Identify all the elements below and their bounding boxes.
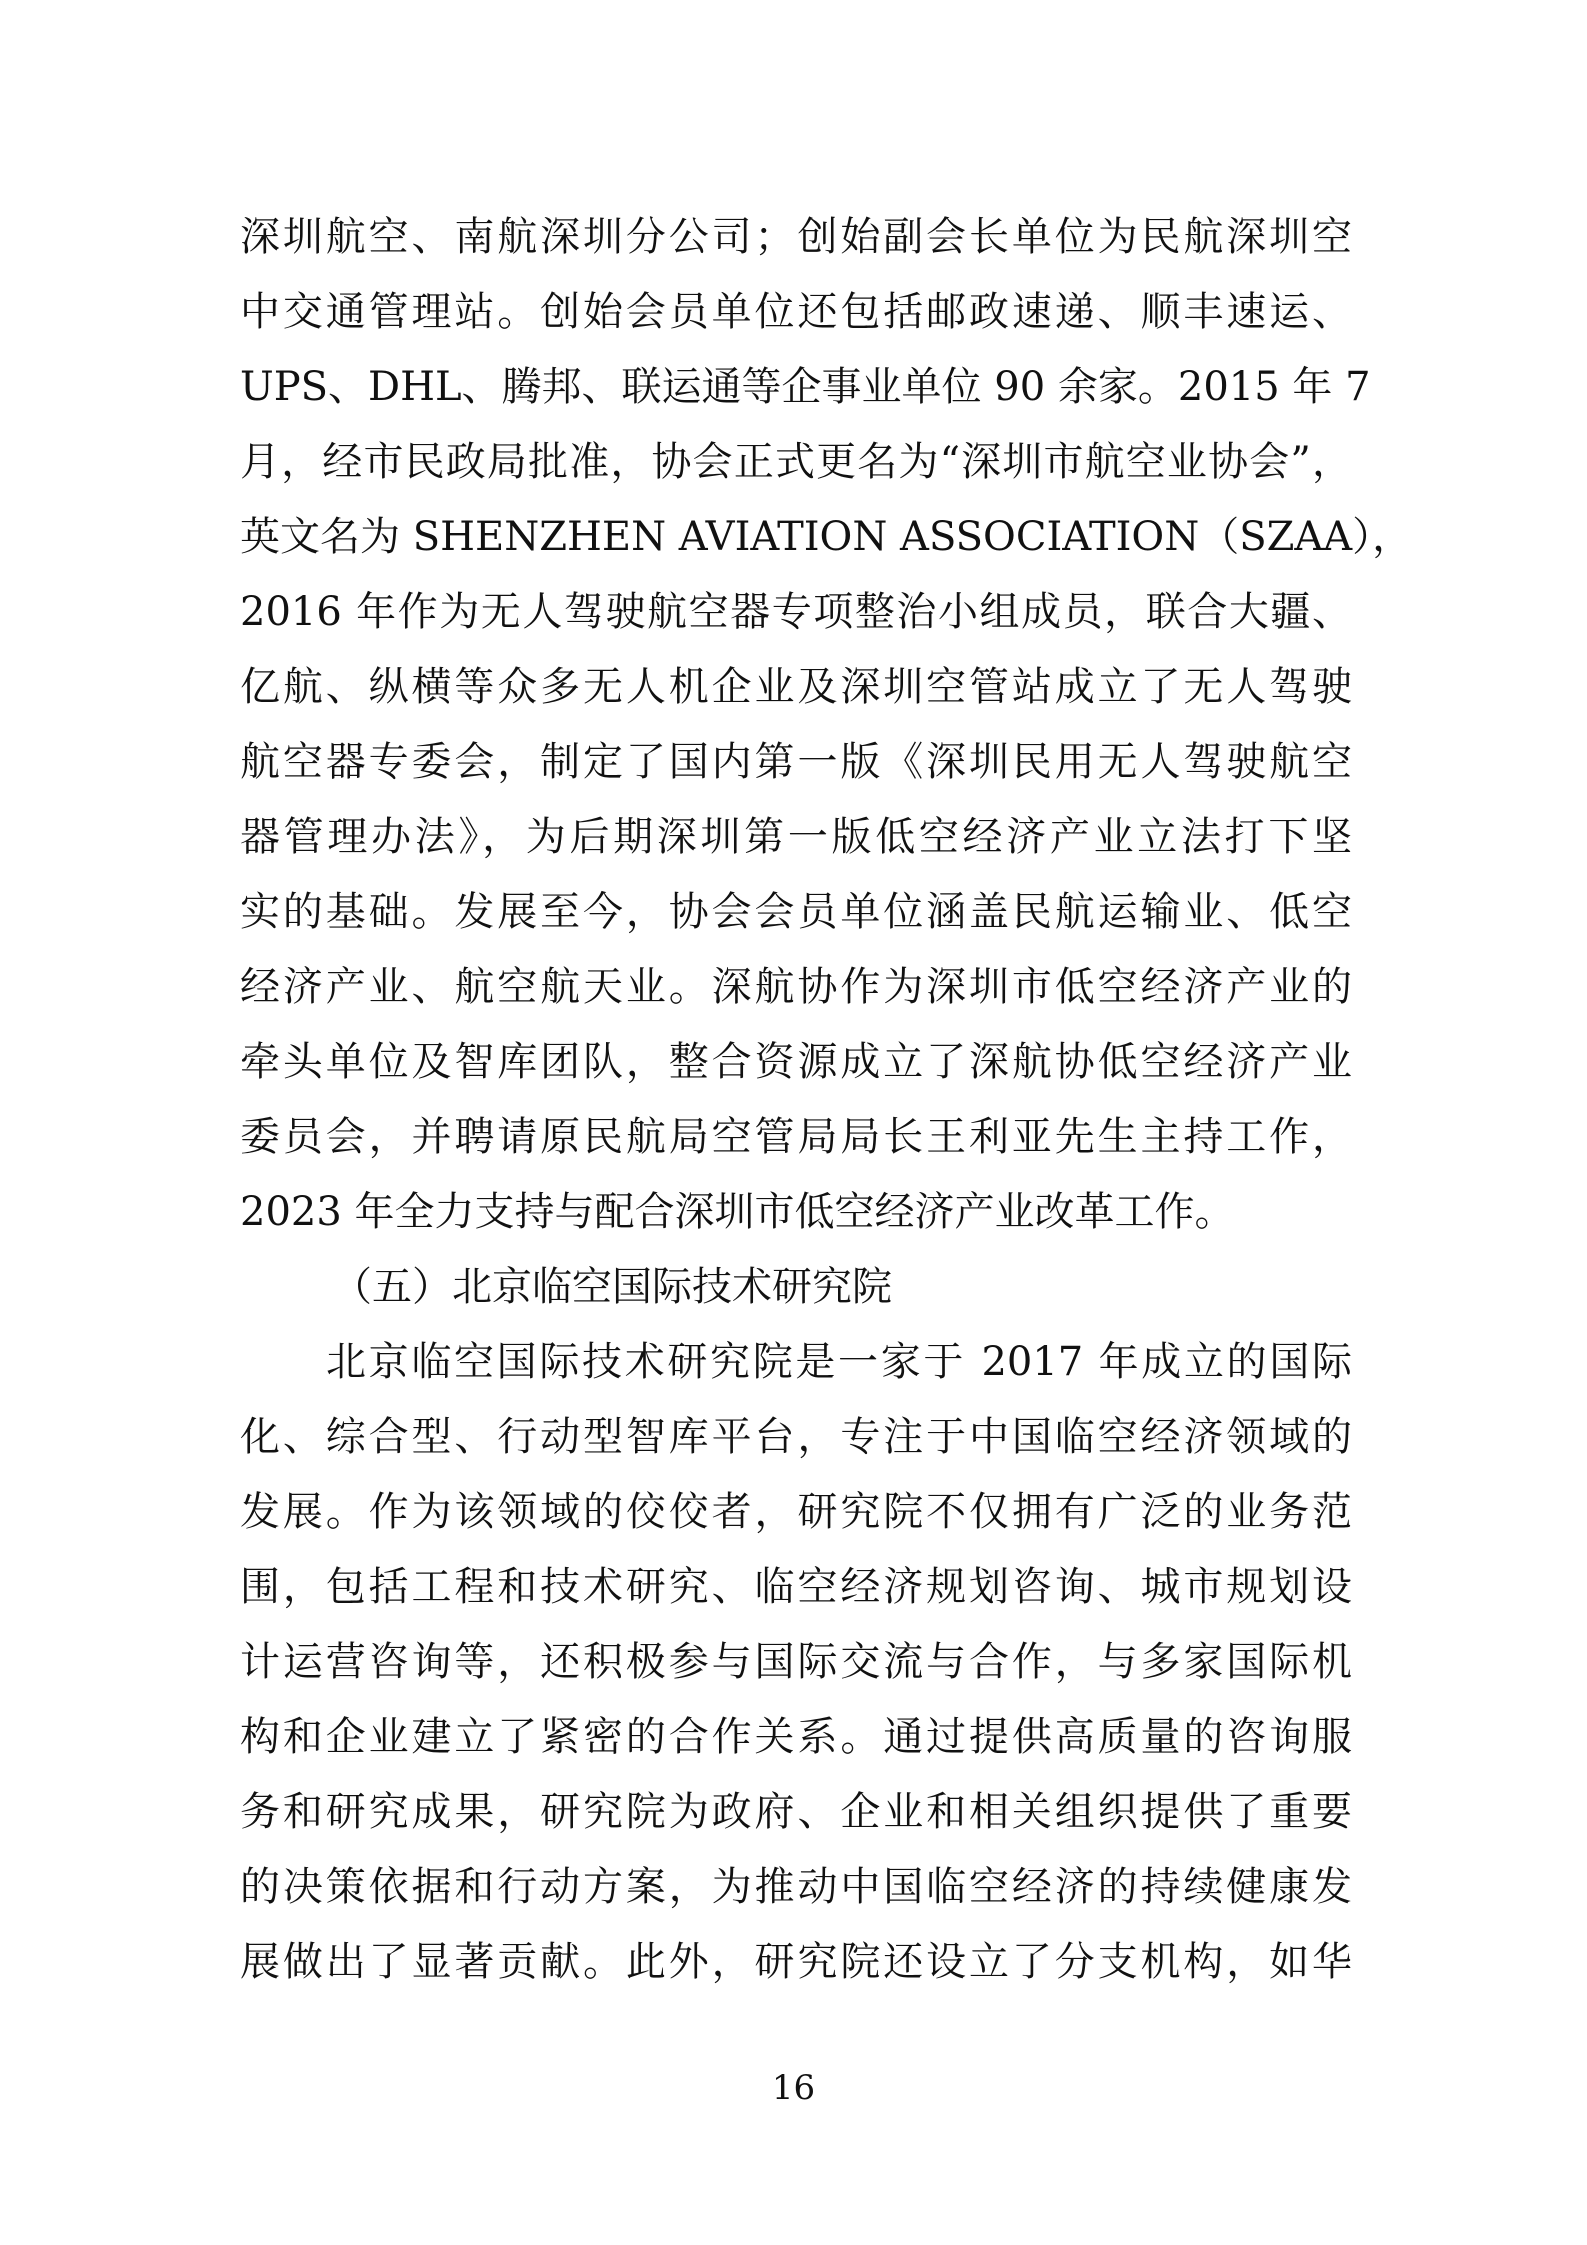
text-line: 英文名为 SHENZHEN AVIATION ASSOCIATION（SZAA），	[240, 514, 1413, 560]
text-line: 化、综合型、行动型智库平台，专注于中国临空经济领域的	[240, 1414, 1352, 1460]
text-line: 器管理办法》，为后期深圳第一版低空经济产业立法打下坚	[240, 814, 1352, 860]
paragraph-institute	[240, 1325, 1352, 2000]
text-line: 亿航、纵横等众多无人机企业及深圳空管站成立了无人驾驶	[240, 664, 1352, 710]
page-number: 16	[771, 2068, 816, 2108]
text-line: 展做出了显著贡献。此外，研究院还设立了分支机构，如华	[240, 1939, 1352, 1985]
text-line: 务和研究成果，研究院为政府、企业和相关组织提供了重要	[240, 1789, 1352, 1835]
text-line: 发展。作为该领域的佼佼者，研究院不仅拥有广泛的业务范	[240, 1489, 1352, 1535]
text-line: 围，包括工程和技术研究、临空经济规划咨询、城市规划设	[240, 1564, 1352, 1610]
text-line: 北京临空国际技术研究院是一家于 2017 年成立的国际	[326, 1339, 1352, 1385]
text-line: 航空器专委会，制定了国内第一版《深圳民用无人驾驶航空	[240, 739, 1352, 785]
text-line: 2016 年作为无人驾驶航空器专项整治小组成员，联合大疆、	[240, 589, 1352, 635]
text-line: 委员会，并聘请原民航局空管局局长王利亚先生主持工作，	[240, 1114, 1352, 1160]
text-line: 的决策依据和行动方案，为推动中国临空经济的持续健康发	[240, 1864, 1352, 1910]
text-line: 实的基础。发展至今，协会会员单位涵盖民航运输业、低空	[240, 889, 1352, 935]
paragraph-association	[240, 200, 1413, 1250]
text-line: UPS、DHL、腾邦、联运通等企事业单位 90 余家。2015 年 7	[240, 364, 1371, 410]
text-line: 经济产业、航空航天业。深航协作为深圳市低空经济产业的	[240, 964, 1352, 1010]
section-heading: （五）北京临空国际技术研究院	[332, 1264, 892, 1310]
text-line: 计运营咨询等，还积极参与国际交流与合作，与多家国际机	[240, 1639, 1352, 1685]
text-line: 深圳航空、南航深圳分公司；创始副会长单位为民航深圳空	[240, 214, 1352, 260]
body-text	[240, 200, 1413, 2000]
text-line: 中交通管理站。创始会员单位还包括邮政速递、顺丰速运、	[240, 289, 1352, 335]
text-line: 构和企业建立了紧密的合作关系。通过提供高质量的咨询服	[240, 1714, 1352, 1760]
text-line: 2023 年全力支持与配合深圳市低空经济产业改革工作。	[240, 1189, 1235, 1235]
text-line: 牵头单位及智库团队，整合资源成立了深航协低空经济产业	[240, 1039, 1352, 1085]
text-line: 月，经市民政局批准，协会正式更名为“深圳市航空业协会”，	[240, 439, 1352, 485]
